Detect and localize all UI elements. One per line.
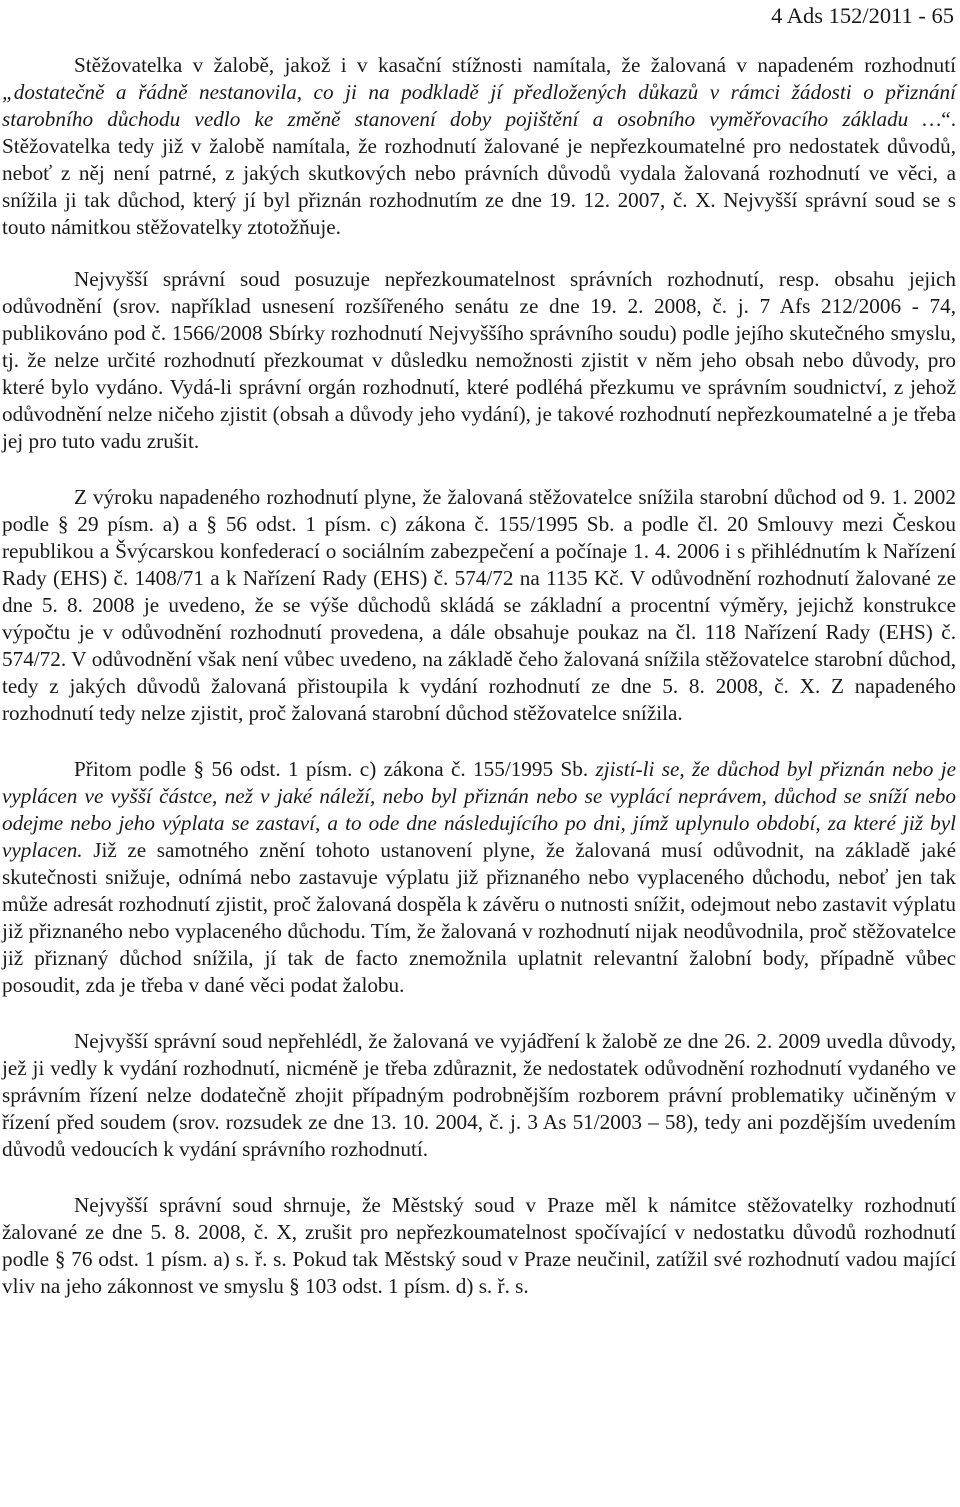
paragraph-2-text: Nejvyšší správní soud posuzuje nepřezkoumatelnost správních rozhodnutí, resp. obsahu jejich odůvodnění (srov. například usnesení rozšířeného senátu ze dne 19. 2. 2008, č. j. 7 Afs 212/2006 - 74, publikováno pod č. 1566/2008 Sbírky rozhodnutí Nejvyššího správního soudu) podle jejího skutečného smyslu, tj. že nelze určité rozhodnutí přezkoumat v důsledku nemožnosti zjistit v něm jeho obsah nebo důvody, pro které bylo vydáno. Vydá-li správní orgán rozhodnutí, které podléhá přezkumu ve správním soudnictví, z jehož odůvodnění nelze ničeho zjistit (obsah a důvody jeho vydání), je takové rozhodnutí nepřezkoumatelné a je třeba jej pro tuto vadu zrušit. xyxy=(2,267,956,453)
paragraph-4 xyxy=(2,756,956,999)
paragraph-6 xyxy=(2,1192,956,1300)
paragraph-5 xyxy=(2,1028,956,1163)
case-number-header: 4 Ads 152/2011 - 65 xyxy=(771,3,954,28)
paragraph-3-text: Z výroku napadeného rozhodnutí plyne, že žalovaná stěžovatelce snížila starobní důchod od 9. 1. 2002 podle § 29 písm. a) a § 56 odst. 1 písm. c) zákona č. 155/1995 Sb. a podle čl. 20 Smlouvy mezi Českou republikou a Švýcarskou konfederací o sociálním zabezpečení a počínaje 1. 4. 2006 i s přihlédnutím k Nařízení Rady (EHS) č. 1408/71 a k Nařízení Rady (EHS) č. 574/72 na 1135 Kč. V odůvodnění rozhodnutí žalované ze dne 5. 8. 2008 je uvedeno, že se výše důchodů skládá se základní a procentní výměry, jejichž konstrukce výpočtu je v odůvodnění rozhodnutí provedena, a dále obsahuje poukaz na čl. 118 Nařízení Rady (EHS) č. 574/72. V odůvodnění však není vůbec uvedeno, na základě čeho žalovaná snížila stěžovatelce starobní důchod, tedy z jakých důvodů žalovaná přistoupila k vydání rozhodnutí ze dne 5. 8. 2008, č. X. Z napadeného rozhodnutí tedy nelze zjistit, proč žalovaná starobní důchod stěžovatelce snížila. xyxy=(2,485,956,725)
paragraph-4-text-cont: Již ze samotného znění tohoto ustanovení plyne, že žalovaná musí odůvodnit, na základě jaké skutečnosti snižuje, odnímá nebo zastavuje výplatu již přiznaného nebo vyplaceného důchodu, neboť jen tak může adresát rozhodnutí zjistit, proč žalovaná dospěla k závěru o nutnosti snížit, odejmout nebo zastavit výplatu již přiznaného nebo vyplaceného důchodu. Tím, že žalovaná v rozhodnutí nijak neodůvodnila, proč stěžovatelce již přiznaný důchod snížila, jí tak de facto znemožnila uplatnit relevantní žalobní body, případně vůbec posoudit, zda je třeba v dané věci podat žalobu. xyxy=(2,838,956,997)
paragraph-4-statute-quote: zjistí-li se, že důchod byl přiznán nebo je vyplácen ve vyšší částce, než v jaké náleží, nebo byl přiznán nebo se vyplácí neprávem, důchod se sníží nebo odejme nebo jeho výplata se zastaví, a to ode dne následujícího po dni, jímž uplynulo období, za které již byl vyplacen. xyxy=(2,757,956,862)
paragraph-4-text: Přitom podle § 56 odst. 1 písm. c) zákona č. 155/1995 Sb. xyxy=(74,757,596,781)
paragraph-1-text: Stěžovatelka v žalobě, jakož i v kasační stížnosti namítala, že žalovaná v napadeném rozhodnutí xyxy=(74,53,956,77)
paragraph-6-text: Nejvyšší správní soud shrnuje, že Městský soud v Praze měl k námitce stěžovatelky rozhodnutí žalované ze dne 5. 8. 2008, č. X, zrušit pro nepřezkoumatelnost spočívající v nedostatku důvodů rozhodnutí podle § 76 odst. 1 písm. a) s. ř. s. Pokud tak Městský soud v Praze neučinil, zatížil své rozhodnutí vadou mající vliv na jeho zákonnost ve smyslu § 103 odst. 1 písm. d) s. ř. s. xyxy=(2,1193,956,1298)
paragraph-1-quote: „dostatečně a řádně nestanovila, co ji na podkladě jí předložených důkazů v rámci žádosti o přiznání starobního důchodu vedlo ke změně stanovení doby pojištění a osobního vyměřovacího základu … xyxy=(2,80,956,131)
paragraph-1 xyxy=(2,52,956,241)
paragraph-5-text: Nejvyšší správní soud nepřehlédl, že žalovaná ve vyjádření k žalobě ze dne 26. 2. 2009 uvedla důvody, jež ji vedly k vydání rozhodnutí, nicméně je třeba zdůraznit, že nedostatek odůvodnění rozhodnutí vydaného ve správním řízení nelze dodatečně zhojit případným podrobnějším rozborem právní problematiky učiněným v řízení před soudem (srov. rozsudek ze dne 13. 10. 2004, č. j. 3 As 51/2003 – 58), tedy ani pozdějším uvedením důvodů vedoucích k vydání správního rozhodnutí. xyxy=(2,1029,956,1161)
paragraph-2 xyxy=(2,266,956,455)
document-body xyxy=(2,52,956,1300)
paragraph-3 xyxy=(2,484,956,727)
paragraph-1-text-cont: “. Stěžovatelka tedy již v žalobě namítala, že rozhodnutí žalované je nepřezkoumatelné pro nedostatek důvodů, neboť z něj není patrné, z jakých skutkových nebo právních důvodů vydala žalovaná rozhodnutí ve věci, a snížila ji tak důchod, který jí byl přiznán rozhodnutím ze dne 19. 12. 2007, č. X. Nejvyšší správní soud se s touto námitkou stěžovatelky ztotožňuje. xyxy=(2,107,956,239)
